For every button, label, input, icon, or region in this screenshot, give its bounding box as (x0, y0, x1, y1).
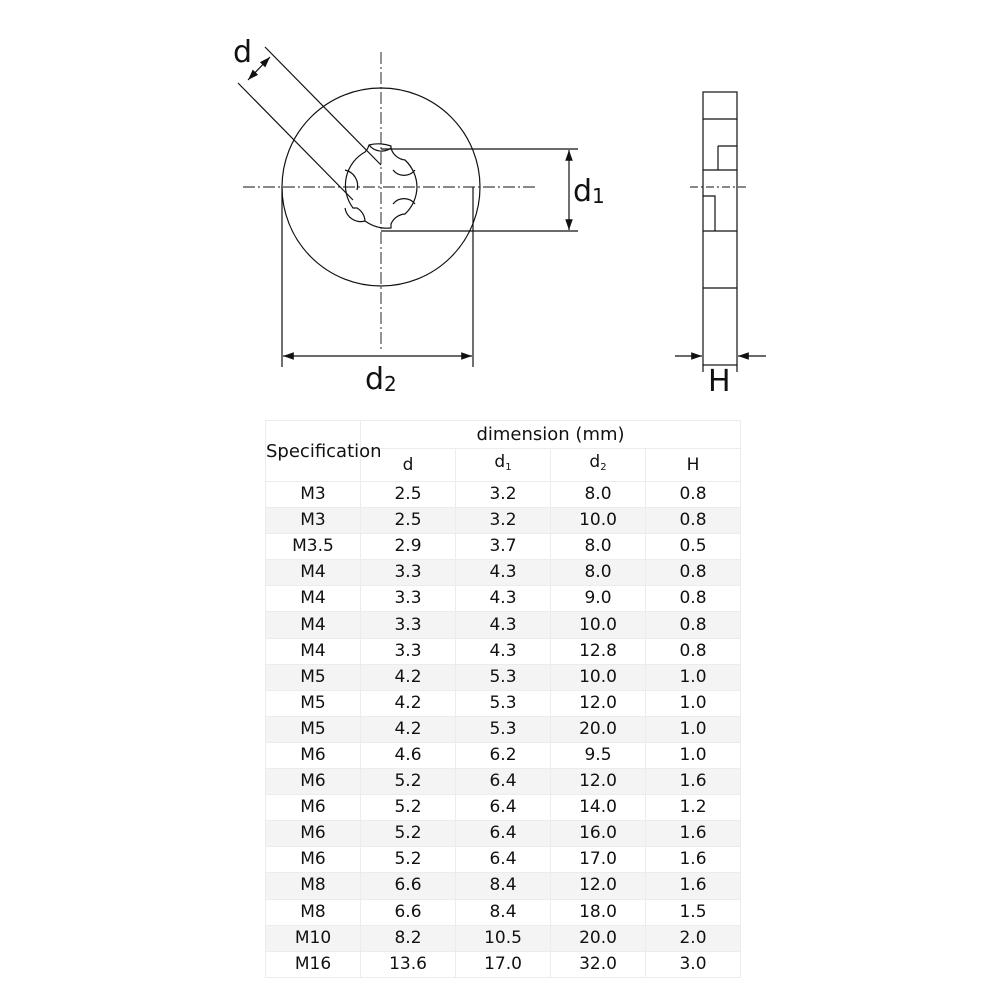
value-cell: 4.3 (456, 586, 551, 612)
value-cell: 3.2 (456, 482, 551, 508)
value-cell: 9.5 (551, 742, 646, 768)
spec-cell: M4 (266, 586, 361, 612)
value-cell: 3.3 (361, 586, 456, 612)
value-cell: 3.7 (456, 534, 551, 560)
value-cell: 8.0 (551, 534, 646, 560)
side-view-step-lower (703, 196, 715, 231)
value-cell: 1.0 (646, 716, 741, 742)
value-cell: 4.2 (361, 690, 456, 716)
header-col-d1-main: d (494, 452, 506, 472)
header-col-d2-main: d (589, 452, 601, 472)
value-cell: 1.5 (646, 899, 741, 925)
value-cell: 3.3 (361, 612, 456, 638)
value-cell: 10.0 (551, 612, 646, 638)
value-cell: 1.2 (646, 795, 741, 821)
value-cell: 5.3 (456, 664, 551, 690)
value-cell: 1.6 (646, 821, 741, 847)
value-cell: 3.0 (646, 951, 741, 977)
value-cell: 10.0 (551, 664, 646, 690)
value-cell: 8.4 (456, 899, 551, 925)
label-d2-sub: 2 (384, 372, 397, 396)
table-row (266, 560, 741, 586)
header-col-d-main: d (402, 454, 414, 475)
value-cell: 0.8 (646, 638, 741, 664)
header-col-h (646, 449, 741, 482)
front-view (238, 47, 578, 367)
value-cell: 5.2 (361, 795, 456, 821)
value-cell: 2.9 (361, 534, 456, 560)
table-row (266, 742, 741, 768)
value-cell: 2.5 (361, 482, 456, 508)
table-row (266, 612, 741, 638)
header-col-d2 (551, 449, 646, 482)
value-cell: 6.4 (456, 795, 551, 821)
lobe-notch-right (393, 170, 415, 175)
value-cell: 32.0 (551, 951, 646, 977)
value-cell: 4.2 (361, 664, 456, 690)
table-row (266, 638, 741, 664)
table-body (266, 482, 741, 978)
header-specification: Specification (266, 421, 361, 482)
dim-d-extension-1 (265, 47, 381, 165)
spec-cell: M6 (266, 769, 361, 795)
value-cell: 4.2 (361, 716, 456, 742)
dim-d-extension-2 (238, 83, 353, 200)
value-cell: 0.5 (646, 534, 741, 560)
value-cell: 6.4 (456, 847, 551, 873)
table-row (266, 534, 741, 560)
table-row (266, 769, 741, 795)
value-cell: 20.0 (551, 716, 646, 742)
value-cell: 1.0 (646, 690, 741, 716)
value-cell: 0.8 (646, 612, 741, 638)
value-cell: 0.8 (646, 508, 741, 534)
value-cell: 12.0 (551, 690, 646, 716)
value-cell: 6.6 (361, 899, 456, 925)
value-cell: 6.2 (456, 742, 551, 768)
spec-cell: M6 (266, 742, 361, 768)
value-cell: 18.0 (551, 899, 646, 925)
value-cell: 13.6 (361, 951, 456, 977)
value-cell: 12.0 (551, 873, 646, 899)
value-cell: 20.0 (551, 925, 646, 951)
side-view-body (703, 92, 737, 365)
spec-cell: M3.5 (266, 534, 361, 560)
value-cell: 8.2 (361, 925, 456, 951)
value-cell: 17.0 (551, 847, 646, 873)
lobe-notch-left-lower (345, 208, 365, 222)
label-d: d (233, 35, 253, 70)
spec-cell: M5 (266, 690, 361, 716)
header-dimension: dimension (mm) (361, 421, 741, 449)
value-cell: 1.6 (646, 769, 741, 795)
spec-cell: M6 (266, 847, 361, 873)
table-row (266, 716, 741, 742)
label-d2 (365, 362, 397, 397)
spec-cell: M10 (266, 925, 361, 951)
value-cell: 16.0 (551, 821, 646, 847)
table-row (266, 482, 741, 508)
value-cell: 5.2 (361, 769, 456, 795)
value-cell: 8.0 (551, 560, 646, 586)
spec-cell: M6 (266, 795, 361, 821)
table-row (266, 899, 741, 925)
value-cell: 1.0 (646, 742, 741, 768)
value-cell: 12.8 (551, 638, 646, 664)
table-row (266, 951, 741, 977)
header-col-d2-sub: 2 (600, 462, 607, 473)
value-cell: 5.3 (456, 716, 551, 742)
washer-technical-drawing (0, 0, 1000, 410)
value-cell: 12.0 (551, 769, 646, 795)
header-col-h-main: H (686, 454, 700, 475)
table-row (266, 821, 741, 847)
table-row (266, 925, 741, 951)
table-row (266, 795, 741, 821)
spec-cell: M8 (266, 873, 361, 899)
table-row (266, 873, 741, 899)
spec-cell: M16 (266, 951, 361, 977)
value-cell: 4.3 (456, 612, 551, 638)
value-cell: 1.0 (646, 664, 741, 690)
value-cell: 4.6 (361, 742, 456, 768)
label-d2-main: d (365, 362, 385, 397)
table-row (266, 847, 741, 873)
spec-cell: M5 (266, 716, 361, 742)
table-row (266, 508, 741, 534)
value-cell: 14.0 (551, 795, 646, 821)
spec-cell: M3 (266, 482, 361, 508)
value-cell: 6.4 (456, 769, 551, 795)
label-d1-sub: 1 (592, 184, 605, 208)
value-cell: 5.3 (456, 690, 551, 716)
value-cell: 5.2 (361, 821, 456, 847)
spec-cell: M4 (266, 560, 361, 586)
side-view-step-upper (718, 146, 737, 170)
lobe-notch-top (369, 145, 391, 151)
side-view (675, 92, 766, 372)
value-cell: 3.3 (361, 560, 456, 586)
value-cell: 10.5 (456, 925, 551, 951)
value-cell: 8.0 (551, 482, 646, 508)
value-cell: 5.2 (361, 847, 456, 873)
value-cell: 6.6 (361, 873, 456, 899)
label-d1-main: d (573, 174, 593, 209)
value-cell: 4.3 (456, 638, 551, 664)
lobe-notch-right-lower (393, 199, 415, 204)
value-cell: 0.8 (646, 586, 741, 612)
header-col-d1 (456, 449, 551, 482)
label-h: H (708, 364, 731, 399)
value-cell: 10.0 (551, 508, 646, 534)
label-d1 (573, 174, 605, 209)
spec-cell: M4 (266, 638, 361, 664)
value-cell: 1.6 (646, 873, 741, 899)
table-row (266, 664, 741, 690)
spec-cell: M8 (266, 899, 361, 925)
spec-cell: M5 (266, 664, 361, 690)
value-cell: 1.6 (646, 847, 741, 873)
table-row (266, 586, 741, 612)
dimension-table (265, 420, 741, 978)
value-cell: 3.2 (456, 508, 551, 534)
spec-cell: M4 (266, 612, 361, 638)
value-cell: 17.0 (456, 951, 551, 977)
value-cell: 9.0 (551, 586, 646, 612)
value-cell: 0.8 (646, 560, 741, 586)
value-cell: 2.0 (646, 925, 741, 951)
table-row (266, 690, 741, 716)
value-cell: 3.3 (361, 638, 456, 664)
value-cell: 2.5 (361, 508, 456, 534)
value-cell: 6.4 (456, 821, 551, 847)
spec-cell: M3 (266, 508, 361, 534)
header-col-d1-sub: 1 (505, 462, 512, 473)
spec-cell: M6 (266, 821, 361, 847)
value-cell: 4.3 (456, 560, 551, 586)
value-cell: 8.4 (456, 873, 551, 899)
value-cell: 0.8 (646, 482, 741, 508)
